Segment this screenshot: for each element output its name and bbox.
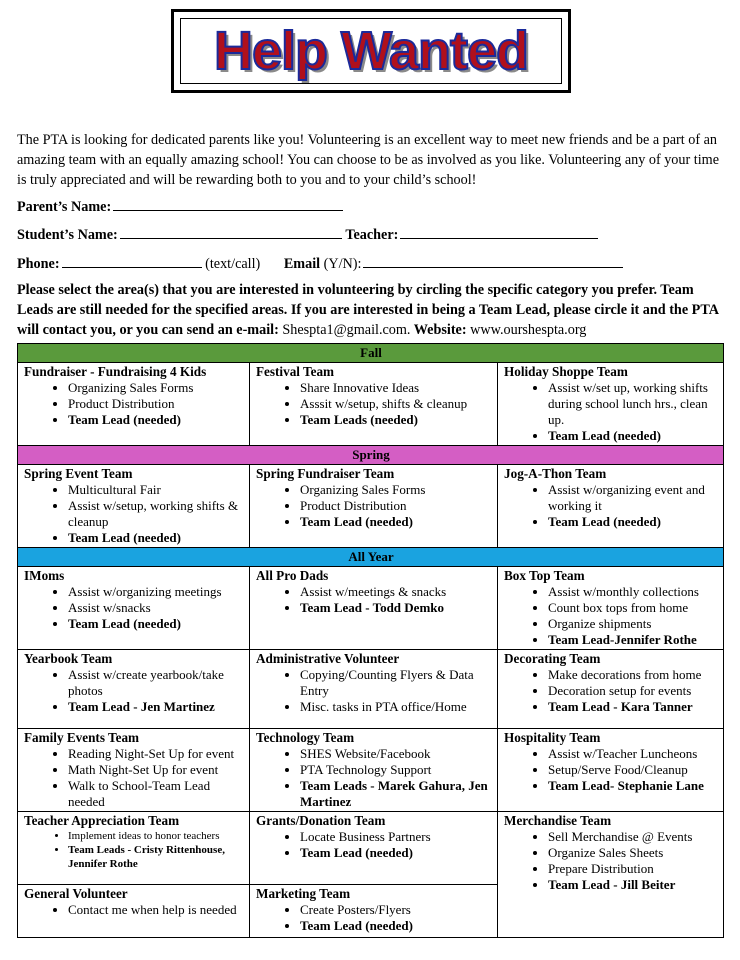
teacher-field[interactable]	[400, 224, 598, 239]
team-lead-item: • Team Lead (needed)	[68, 616, 244, 632]
team-lead-item: • Team Lead (needed)	[300, 845, 492, 861]
student-name-row: Student’s Name: Teacher:	[17, 224, 598, 244]
team-title: Marketing Team	[256, 886, 351, 901]
team-item: • Multicultural Fair	[68, 482, 244, 498]
team-title: Administrative Volunteer	[256, 651, 400, 666]
team-lead-item: • Team Leads - Cristy Rittenhouse, Jennifer Rothe	[68, 843, 244, 871]
team-cell-marketing[interactable]	[250, 885, 498, 938]
team-lead-item: • Team Lead (needed)	[68, 412, 244, 428]
team-item: • Create Posters/Flyers	[300, 902, 492, 918]
team-item: • Make decorations from home	[548, 667, 718, 683]
team-item: • Copying/Counting Flyers & Data Entry	[300, 667, 492, 699]
intro-paragraph: The PTA is looking for dedicated parents like you! Volunteering is an excellent way to meet new friends and be a part of an amazing team with an equally amazing school! You can choose to be as involved as you like. Volunteering any of your time is truly appreciated and will be rewarding both to you and to your child’s school!	[17, 132, 719, 188]
student-name-field[interactable]	[120, 224, 342, 239]
team-title: Technology Team	[256, 730, 355, 745]
website-link[interactable]: www.ourshespta.org	[470, 322, 587, 338]
team-item: • PTA Technology Support	[300, 762, 492, 778]
team-lead-item: • Team Leads (needed)	[300, 412, 492, 428]
team-item: • Assist w/snacks	[68, 600, 244, 616]
team-title: Yearbook Team	[24, 651, 113, 666]
team-cell-all-pro-dads[interactable]	[250, 567, 498, 650]
team-item: • SHES Website/Facebook	[300, 746, 492, 762]
team-lead-item: • Team Lead (needed)	[300, 514, 492, 530]
team-item: • Organizing Sales Forms	[68, 380, 244, 396]
team-title: Family Events Team	[24, 730, 140, 745]
team-cell-family-events[interactable]	[18, 729, 250, 812]
team-cell-hospitality[interactable]	[498, 729, 724, 812]
team-cell-merchandise[interactable]	[498, 812, 724, 938]
banner-frame	[180, 18, 562, 84]
section-all-year: All Year	[18, 548, 724, 567]
team-title: Merchandise Team	[504, 813, 612, 828]
instructions	[17, 280, 725, 340]
team-item: • Assist w/setup, working shifts & cleanup	[68, 498, 244, 530]
team-lead-item: • Team Lead- Stephanie Lane	[548, 778, 718, 794]
student-name-label: Student’s Name	[17, 227, 114, 243]
team-item: • Assist w/Teacher Luncheons	[548, 746, 718, 762]
team-item: • Assist w/organizing event and working it	[548, 482, 718, 514]
team-cell-box-top[interactable]	[498, 567, 724, 650]
team-title: Festival Team	[256, 364, 335, 379]
team-cell-festival[interactable]	[250, 363, 498, 446]
team-item: • Assist w/meetings & snacks	[300, 584, 492, 600]
team-title: Teacher Appreciation Team	[24, 813, 180, 828]
team-item: • Math Night-Set Up for event	[68, 762, 244, 778]
team-item: • Product Distribution	[300, 498, 492, 514]
email-field[interactable]	[363, 253, 623, 268]
email-label: Email	[283, 256, 321, 272]
parent-name-row: Parent’s Name:	[17, 196, 343, 216]
page-title: Help Wanted	[213, 21, 528, 81]
team-lead-item: • Team Lead - Jen Martinez	[68, 699, 244, 715]
team-item: • Decoration setup for events	[548, 683, 718, 699]
team-lead-item: • Team Lead - Kara Tanner	[548, 699, 718, 715]
team-lead-item: • Team Lead (needed)	[548, 428, 718, 444]
teacher-label: Teacher	[345, 227, 394, 243]
team-lead-item: • Team Lead (needed)	[548, 514, 718, 530]
team-item: • Asssit w/setup, shifts & cleanup	[300, 396, 492, 412]
team-item: • Misc. tasks in PTA office/Home	[300, 699, 492, 715]
team-item: • Implement ideas to honor teachers	[68, 829, 244, 843]
team-item: • Organize shipments	[548, 616, 718, 632]
team-item: • Organize Sales Sheets	[548, 845, 718, 861]
team-item: • Contact me when help is needed	[68, 902, 244, 918]
volunteer-teams-table	[17, 343, 724, 938]
team-item: • Assist w/monthly collections	[548, 584, 718, 600]
parent-name-label: Parent’s Name	[17, 199, 107, 215]
section-fall: Fall	[18, 344, 724, 363]
team-cell-fundraiser[interactable]	[18, 363, 250, 446]
team-lead-item: • Team Lead-Jennifer Rothe	[548, 632, 718, 648]
team-title: General Volunteer	[24, 886, 128, 901]
team-cell-teacher-appreciation[interactable]	[18, 812, 250, 885]
team-cell-administrative[interactable]	[250, 650, 498, 729]
team-title: Grants/Donation Team	[256, 813, 386, 828]
team-cell-yearbook[interactable]	[18, 650, 250, 729]
team-item: • Organizing Sales Forms	[300, 482, 492, 498]
help-wanted-banner	[171, 9, 571, 93]
team-title: Hospitality Team	[504, 730, 601, 745]
team-title: Jog-A-Thon Team	[504, 466, 607, 481]
team-lead-item: • Team Lead (needed)	[300, 918, 492, 934]
team-cell-general-volunteer[interactable]	[18, 885, 250, 938]
section-spring: Spring	[18, 446, 724, 465]
team-cell-grants-donation[interactable]	[250, 812, 498, 885]
team-item: • Setup/Serve Food/Cleanup	[548, 762, 718, 778]
team-cell-decorating[interactable]	[498, 650, 724, 729]
team-title: All Pro Dads	[256, 568, 329, 583]
team-item: • Product Distribution	[68, 396, 244, 412]
team-item: • Share Innovative Ideas	[300, 380, 492, 396]
team-title: Spring Fundraiser Team	[256, 466, 395, 481]
phone-email-row: Phone: (text/call) Email (Y/N):	[17, 253, 623, 273]
team-title: Box Top Team	[504, 568, 585, 583]
email-note: (Y/N):	[323, 256, 362, 272]
phone-label: Phone	[17, 256, 55, 272]
contact-email[interactable]: Shespta1@gmail.com.	[282, 322, 411, 338]
team-title: IMoms	[24, 568, 65, 583]
team-lead-item: • Team Lead (needed)	[68, 530, 244, 546]
team-title: Holiday Shoppe Team	[504, 364, 628, 379]
phone-note: (text/call)	[205, 256, 261, 272]
website-label: Website:	[413, 322, 467, 338]
team-title: Decorating Team	[504, 651, 601, 666]
team-item: • Locate Business Partners	[300, 829, 492, 845]
team-item: • Sell Merchandise @ Events	[548, 829, 718, 845]
team-item: • Prepare Distribution	[548, 861, 718, 877]
team-item: • Assist w/organizing meetings	[68, 584, 244, 600]
team-item: • Assist w/set up, working shifts during school lunch hrs., clean up.	[548, 380, 718, 428]
team-title: Fundraiser - Fundraising 4 Kids	[24, 364, 207, 379]
team-item: • Assist w/create yearbook/take photos	[68, 667, 244, 699]
team-cell-spring-event[interactable]	[18, 465, 250, 548]
team-title: Spring Event Team	[24, 466, 133, 481]
parent-name-field[interactable]	[113, 196, 343, 211]
team-item: • Reading Night-Set Up for event	[68, 746, 244, 762]
team-cell-imoms[interactable]	[18, 567, 250, 650]
team-lead-item: • Team Leads - Marek Gahura, Jen Martinez	[300, 778, 492, 810]
instructions-text: Please select the area(s) that you are interested in volunteering by circling the specific category you prefer. Team Leads are still needed for the specified areas. If you are interested in being a Team Lead, please circle it and the PTA will contact you, or you can send an e-mail:	[17, 282, 719, 338]
team-cell-holiday-shoppe[interactable]	[498, 363, 724, 446]
team-lead-item: • Team Lead - Todd Demko	[300, 600, 492, 616]
team-cell-jog-a-thon[interactable]	[498, 465, 724, 548]
team-item: • Count box tops from home	[548, 600, 718, 616]
team-cell-spring-fundraiser[interactable]	[250, 465, 498, 548]
team-cell-technology[interactable]	[250, 729, 498, 812]
team-item: • Walk to School-Team Lead needed	[68, 778, 244, 810]
team-lead-item: • Team Lead - Jill Beiter	[548, 877, 718, 893]
phone-field[interactable]	[62, 253, 202, 268]
